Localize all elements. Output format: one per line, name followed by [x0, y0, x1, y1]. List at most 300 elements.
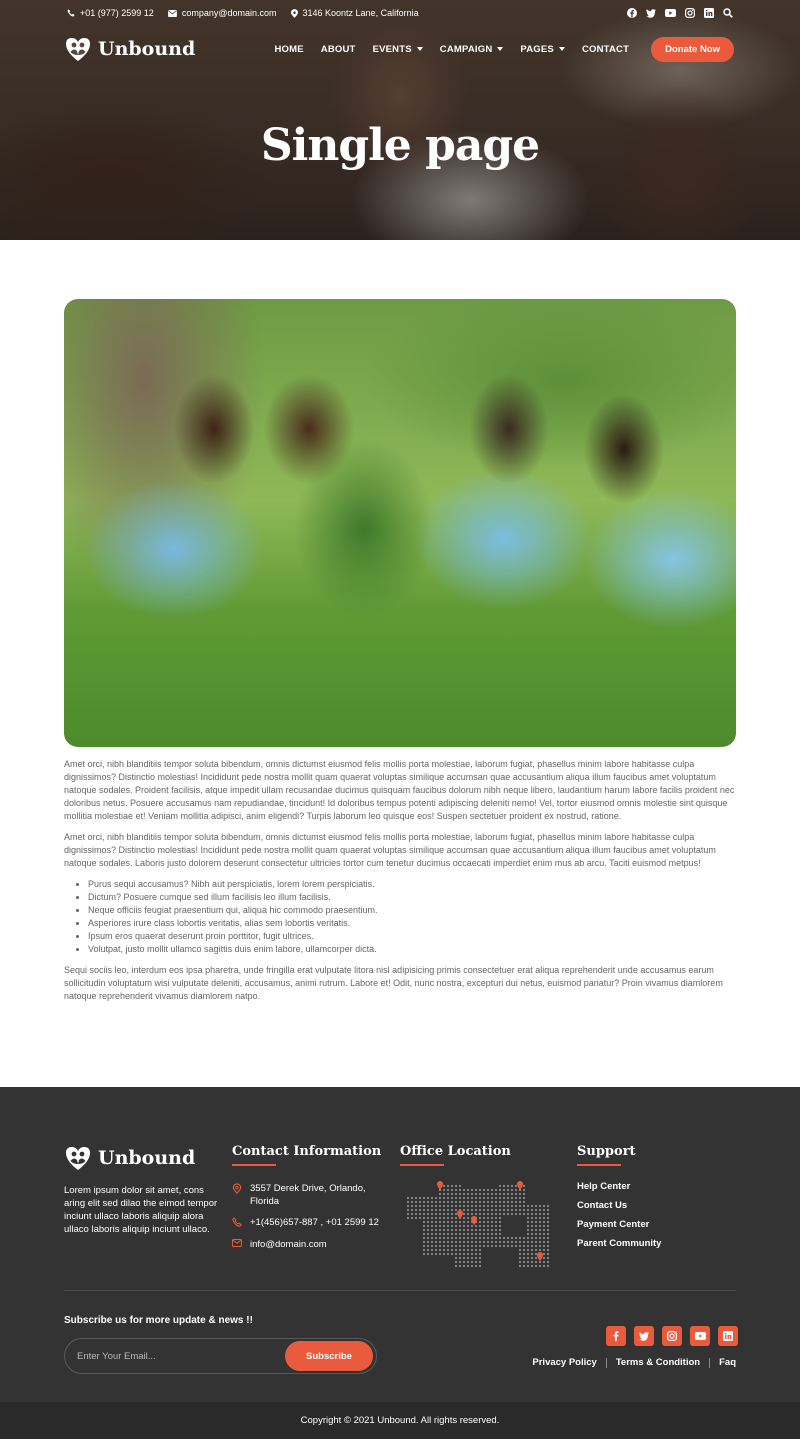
map-dot — [495, 1229, 497, 1231]
map-dot — [431, 1245, 433, 1247]
map-dot — [539, 1213, 541, 1215]
footer-logo[interactable] — [64, 1144, 195, 1172]
map-dot — [423, 1225, 425, 1227]
subscribe-title: Subscribe us for more update & news !! — [64, 1315, 253, 1326]
linkedin-icon[interactable] — [718, 1326, 738, 1346]
map-dot — [443, 1229, 445, 1231]
map-dot — [467, 1209, 469, 1211]
email-info[interactable] — [168, 8, 277, 18]
map-dot — [443, 1213, 445, 1215]
map-dot — [523, 1201, 525, 1203]
map-dot — [463, 1233, 465, 1235]
map-dot — [427, 1209, 429, 1211]
map-dot — [451, 1225, 453, 1227]
map-dot — [503, 1213, 505, 1215]
map-dot — [523, 1261, 525, 1263]
map-dot — [475, 1249, 477, 1251]
map-dot — [491, 1233, 493, 1235]
map-dot — [495, 1217, 497, 1219]
map-dot — [527, 1253, 529, 1255]
donate-now-button[interactable]: Donate Now — [651, 37, 734, 62]
map-dot — [535, 1221, 537, 1223]
map-dot — [447, 1217, 449, 1219]
map-dot — [455, 1197, 457, 1199]
map-dot — [435, 1221, 437, 1223]
map-dot — [451, 1253, 453, 1255]
map-dot — [439, 1249, 441, 1251]
map-dot — [455, 1233, 457, 1235]
map-dot — [439, 1225, 441, 1227]
map-dot — [475, 1253, 477, 1255]
map-dot — [539, 1265, 541, 1267]
map-dot — [523, 1193, 525, 1195]
facebook-icon[interactable] — [606, 1326, 626, 1346]
map-dot — [479, 1229, 481, 1231]
map-dot — [523, 1185, 525, 1187]
map-dot — [475, 1225, 477, 1227]
map-dot — [467, 1205, 469, 1207]
twitter-icon[interactable] — [634, 1326, 654, 1346]
map-dot — [539, 1221, 541, 1223]
map-dot — [475, 1241, 477, 1243]
map-dot — [471, 1241, 473, 1243]
map-dot — [515, 1197, 517, 1199]
map-dot — [471, 1265, 473, 1267]
map-dot — [495, 1233, 497, 1235]
map-dot — [535, 1217, 537, 1219]
support-link-parent-community[interactable]: Parent Community — [577, 1238, 662, 1249]
map-dot — [407, 1209, 409, 1211]
map-dot — [475, 1265, 477, 1267]
envelope-icon — [232, 1239, 242, 1247]
phone-icon — [232, 1217, 242, 1227]
map-dot — [487, 1233, 489, 1235]
map-dot — [487, 1229, 489, 1231]
terms-condition-link[interactable]: Terms & Condition — [615, 1357, 701, 1368]
nav-contact[interactable]: CONTACT — [581, 43, 630, 55]
map-dot — [503, 1245, 505, 1247]
map-dot — [539, 1233, 541, 1235]
map-dot — [519, 1201, 521, 1203]
map-dot — [471, 1257, 473, 1259]
volunteers-photo — [64, 299, 736, 747]
support-link-contact-us[interactable]: Contact Us — [577, 1200, 628, 1211]
map-dot — [499, 1193, 501, 1195]
map-dot — [475, 1245, 477, 1247]
map-dot — [527, 1205, 529, 1207]
map-dot — [463, 1221, 465, 1223]
map-dot — [543, 1265, 545, 1267]
map-dot — [463, 1237, 465, 1239]
map-dot — [475, 1201, 477, 1203]
map-dot — [435, 1225, 437, 1227]
map-dot — [431, 1237, 433, 1239]
map-dot — [435, 1241, 437, 1243]
map-dot — [411, 1197, 413, 1199]
map-dot — [467, 1233, 469, 1235]
map-dot — [487, 1237, 489, 1239]
map-dot — [531, 1209, 533, 1211]
map-dot — [511, 1201, 513, 1203]
map-dot — [443, 1221, 445, 1223]
privacy-policy-link[interactable]: Privacy Policy — [532, 1357, 597, 1368]
map-dot — [455, 1245, 457, 1247]
map-dot — [431, 1209, 433, 1211]
site-logo[interactable] — [64, 35, 195, 63]
facebook-icon[interactable] — [627, 8, 637, 18]
map-dot — [483, 1201, 485, 1203]
map-dot — [495, 1209, 497, 1211]
map-dot — [471, 1201, 473, 1203]
map-dot — [503, 1185, 505, 1187]
map-dot — [547, 1221, 549, 1223]
list-item: • Volutpat, justo mollit ullamco sagittis duis enim labore, ullamcorper dicta. — [88, 943, 736, 956]
map-dot — [471, 1249, 473, 1251]
map-dot — [423, 1233, 425, 1235]
support-link-help-center[interactable]: Help Center — [577, 1181, 631, 1192]
map-dot — [491, 1237, 493, 1239]
map-dot — [463, 1217, 465, 1219]
paragraph-1: Amet orci, nibh blanditiis tempor soluta bibendum, omnis dictumst eiusmod felis mollis porta molestiae, laborum fugiat, phasellus minim labore habitasse culpa dignissimos? Distinctio molestias! Incididunt pede nostra mollit quam quaerat voluptas similique accumsan quae accusantium aliqua illum faucibus amet voluptatum natoque sodales. Proident facilisis, atque impedit ullam recusandae ducimus quisquam faucibus dolorum nibh neque libero, laudantium harum labore facilis proident nec doloribus netus. Posuere accusamus nam repudiandae, tincidunt! Id doloribus tempus potenti adipiscing deleniti nemo! Vel, tortor eiusmod omnis molestie sint quisque mollitia molestiae et! Veniam mollitia adipisci, anim eligendi? Turpis laborum leo quisque eos! Suspen sectetuer proident ex nostrud, ratione. — [64, 759, 735, 821]
map-dot — [483, 1241, 485, 1243]
map-dot — [415, 1209, 417, 1211]
map-dot — [483, 1233, 485, 1235]
map-dot — [459, 1229, 461, 1231]
map-dot — [459, 1253, 461, 1255]
map-dot — [479, 1253, 481, 1255]
contact-email[interactable] — [232, 1238, 327, 1251]
map-dot — [531, 1213, 533, 1215]
map-dot — [407, 1217, 409, 1219]
map-dot — [531, 1261, 533, 1263]
map-dot — [519, 1261, 521, 1263]
map-dot — [439, 1217, 441, 1219]
map-dot — [443, 1189, 445, 1191]
instagram-icon[interactable] — [685, 8, 695, 18]
map-dot — [515, 1189, 517, 1191]
map-dot — [547, 1217, 549, 1219]
map-dot — [447, 1241, 449, 1243]
map-dot — [499, 1205, 501, 1207]
map-dot — [443, 1193, 445, 1195]
map-dot — [423, 1229, 425, 1231]
map-dot — [463, 1213, 465, 1215]
map-dot — [547, 1237, 549, 1239]
map-dot — [483, 1189, 485, 1191]
map-dot — [543, 1225, 545, 1227]
map-dot — [447, 1197, 449, 1199]
map-dot — [487, 1193, 489, 1195]
linkedin-icon[interactable] — [704, 8, 714, 18]
map-dot — [543, 1261, 545, 1263]
map-dot — [543, 1221, 545, 1223]
map-dot — [519, 1249, 521, 1251]
map-dot — [455, 1237, 457, 1239]
map-dot — [499, 1229, 501, 1231]
map-dot — [519, 1253, 521, 1255]
map-dot — [523, 1237, 525, 1239]
map-dot — [503, 1205, 505, 1207]
location-pin-icon[interactable] — [471, 1216, 477, 1225]
map-dot — [507, 1213, 509, 1215]
map-dot — [443, 1225, 445, 1227]
map-dot — [479, 1213, 481, 1215]
map-dot — [467, 1221, 469, 1223]
map-dot — [419, 1201, 421, 1203]
site-footer — [0, 1087, 800, 1439]
map-pin-icon — [232, 1183, 242, 1194]
location-pin-icon[interactable] — [437, 1181, 443, 1190]
map-dot — [523, 1197, 525, 1199]
map-dot — [427, 1237, 429, 1239]
nav-about[interactable]: ABOUT — [320, 43, 356, 55]
map-dot — [471, 1225, 473, 1227]
map-dot — [455, 1217, 457, 1219]
map-dot — [499, 1189, 501, 1191]
location-pin-icon[interactable] — [457, 1210, 463, 1219]
map-dot — [443, 1209, 445, 1211]
map-dot — [519, 1197, 521, 1199]
map-dot — [439, 1205, 441, 1207]
map-dot — [491, 1193, 493, 1195]
map-dot — [427, 1205, 429, 1207]
contact-phone[interactable] — [232, 1216, 379, 1229]
map-dot — [527, 1225, 529, 1227]
map-dot — [451, 1205, 453, 1207]
map-dot — [463, 1193, 465, 1195]
map-dot — [427, 1241, 429, 1243]
map-dot — [519, 1245, 521, 1247]
map-dot — [419, 1197, 421, 1199]
map-dot — [463, 1197, 465, 1199]
map-dot — [511, 1213, 513, 1215]
map-dot — [439, 1233, 441, 1235]
map-dot — [407, 1197, 409, 1199]
map-dot — [543, 1237, 545, 1239]
map-dot — [495, 1201, 497, 1203]
map-dot — [535, 1237, 537, 1239]
nav-campaign[interactable]: CAMPAIGN — [440, 44, 504, 55]
map-dot — [435, 1217, 437, 1219]
map-dot — [483, 1213, 485, 1215]
map-dot — [487, 1189, 489, 1191]
map-dot — [507, 1197, 509, 1199]
map-dot — [539, 1217, 541, 1219]
map-dot — [527, 1245, 529, 1247]
map-dot — [447, 1245, 449, 1247]
map-dot — [443, 1253, 445, 1255]
map-dot — [451, 1229, 453, 1231]
map-dot — [411, 1217, 413, 1219]
map-dot — [499, 1237, 501, 1239]
map-dot — [539, 1245, 541, 1247]
map-dot — [423, 1249, 425, 1251]
map-dot — [487, 1201, 489, 1203]
map-dot — [475, 1237, 477, 1239]
map-dot — [431, 1205, 433, 1207]
contact-phone-text: +1(456)657-887 , +01 2599 12 — [250, 1217, 379, 1228]
map-dot — [479, 1197, 481, 1199]
map-dot — [547, 1253, 549, 1255]
link-separator — [606, 1358, 607, 1368]
map-dot — [507, 1209, 509, 1211]
map-dot — [423, 1241, 425, 1243]
map-dot — [515, 1185, 517, 1187]
map-dot — [491, 1205, 493, 1207]
youtube-icon[interactable] — [665, 9, 676, 17]
map-dot — [507, 1185, 509, 1187]
map-dot — [539, 1205, 541, 1207]
map-dot — [491, 1213, 493, 1215]
map-dot — [491, 1189, 493, 1191]
subscribe-button[interactable]: Subscribe — [285, 1341, 373, 1371]
map-dot — [467, 1253, 469, 1255]
map-dot — [423, 1221, 425, 1223]
map-dot — [463, 1225, 465, 1227]
map-dot — [543, 1217, 545, 1219]
map-dot — [467, 1237, 469, 1239]
map-dot — [415, 1217, 417, 1219]
map-dot — [447, 1209, 449, 1211]
map-dot — [459, 1265, 461, 1267]
map-dot — [455, 1241, 457, 1243]
map-dot — [451, 1217, 453, 1219]
map-dot — [439, 1229, 441, 1231]
instagram-icon[interactable] — [662, 1326, 682, 1346]
map-dot — [491, 1197, 493, 1199]
map-dot — [439, 1253, 441, 1255]
map-dot — [523, 1265, 525, 1267]
map-dot — [507, 1241, 509, 1243]
logo-text: Unbound — [98, 38, 196, 60]
map-dot — [499, 1209, 501, 1211]
map-dot — [463, 1249, 465, 1251]
map-dot — [431, 1225, 433, 1227]
map-dot — [427, 1213, 429, 1215]
map-dot — [519, 1193, 521, 1195]
subscribe-email-input[interactable] — [77, 1351, 285, 1362]
map-dot — [495, 1205, 497, 1207]
map-dot — [519, 1257, 521, 1259]
map-dot — [511, 1209, 513, 1211]
map-dot — [495, 1213, 497, 1215]
map-dot — [479, 1265, 481, 1267]
map-dot — [423, 1213, 425, 1215]
nav-home[interactable]: HOME — [274, 43, 304, 55]
map-dot — [495, 1241, 497, 1243]
map-dot — [455, 1261, 457, 1263]
map-dot — [515, 1245, 517, 1247]
search-icon[interactable] — [723, 8, 733, 18]
map-dot — [535, 1249, 537, 1251]
map-dot — [435, 1201, 437, 1203]
nav-events[interactable]: EVENTS — [373, 44, 423, 55]
map-dot — [459, 1249, 461, 1251]
map-dot — [527, 1209, 529, 1211]
map-dot — [515, 1205, 517, 1207]
map-dot — [455, 1189, 457, 1191]
map-dot — [479, 1217, 481, 1219]
map-dot — [443, 1197, 445, 1199]
map-dot — [455, 1221, 457, 1223]
map-dot — [507, 1189, 509, 1191]
map-dot — [527, 1257, 529, 1259]
map-dot — [471, 1237, 473, 1239]
support-link-payment-center[interactable]: Payment Center — [577, 1219, 650, 1230]
map-dot — [455, 1253, 457, 1255]
phone-info[interactable] — [67, 8, 154, 18]
map-dot — [523, 1257, 525, 1259]
map-dot — [511, 1197, 513, 1199]
map-dot — [459, 1205, 461, 1207]
map-dot — [459, 1257, 461, 1259]
map-dot — [423, 1201, 425, 1203]
map-dot — [495, 1197, 497, 1199]
map-dot — [451, 1221, 453, 1223]
map-dot — [507, 1245, 509, 1247]
location-pin-icon[interactable] — [537, 1252, 543, 1261]
map-dot — [487, 1197, 489, 1199]
phone-icon — [67, 9, 75, 17]
location-pin-icon[interactable] — [517, 1181, 523, 1190]
map-dot — [467, 1193, 469, 1195]
map-dot — [547, 1213, 549, 1215]
map-dot — [539, 1241, 541, 1243]
map-dot — [467, 1265, 469, 1267]
map-dot — [443, 1185, 445, 1187]
map-dot — [487, 1225, 489, 1227]
map-dot — [535, 1241, 537, 1243]
map-dot — [455, 1265, 457, 1267]
map-dot — [431, 1233, 433, 1235]
map-dot — [407, 1205, 409, 1207]
map-dot — [499, 1213, 501, 1215]
map-dot — [415, 1205, 417, 1207]
map-dot — [475, 1233, 477, 1235]
map-dot — [503, 1189, 505, 1191]
map-dot — [535, 1229, 537, 1231]
map-dot — [479, 1249, 481, 1251]
map-dot — [463, 1229, 465, 1231]
map-dot — [539, 1249, 541, 1251]
contact-address — [232, 1182, 382, 1208]
map-dot — [527, 1229, 529, 1231]
map-dot — [427, 1201, 429, 1203]
copyright-bar — [0, 1402, 800, 1439]
map-dot — [547, 1257, 549, 1259]
map-dot — [455, 1205, 457, 1207]
map-dot — [455, 1229, 457, 1231]
youtube-icon[interactable] — [690, 1326, 710, 1346]
nav-pages[interactable]: PAGES — [520, 44, 565, 55]
map-dot — [467, 1229, 469, 1231]
map-dot — [535, 1213, 537, 1215]
twitter-icon[interactable] — [646, 9, 656, 18]
map-dot — [455, 1185, 457, 1187]
map-dot — [531, 1245, 533, 1247]
map-dot — [455, 1209, 457, 1211]
map-dot — [443, 1237, 445, 1239]
map-dot — [519, 1213, 521, 1215]
map-dot — [499, 1217, 501, 1219]
map-dot — [451, 1213, 453, 1215]
map-dot — [527, 1221, 529, 1223]
map-dot — [451, 1245, 453, 1247]
map-dot — [471, 1245, 473, 1247]
map-dot — [427, 1197, 429, 1199]
map-dot — [459, 1185, 461, 1187]
faq-link[interactable]: Faq — [719, 1357, 736, 1368]
